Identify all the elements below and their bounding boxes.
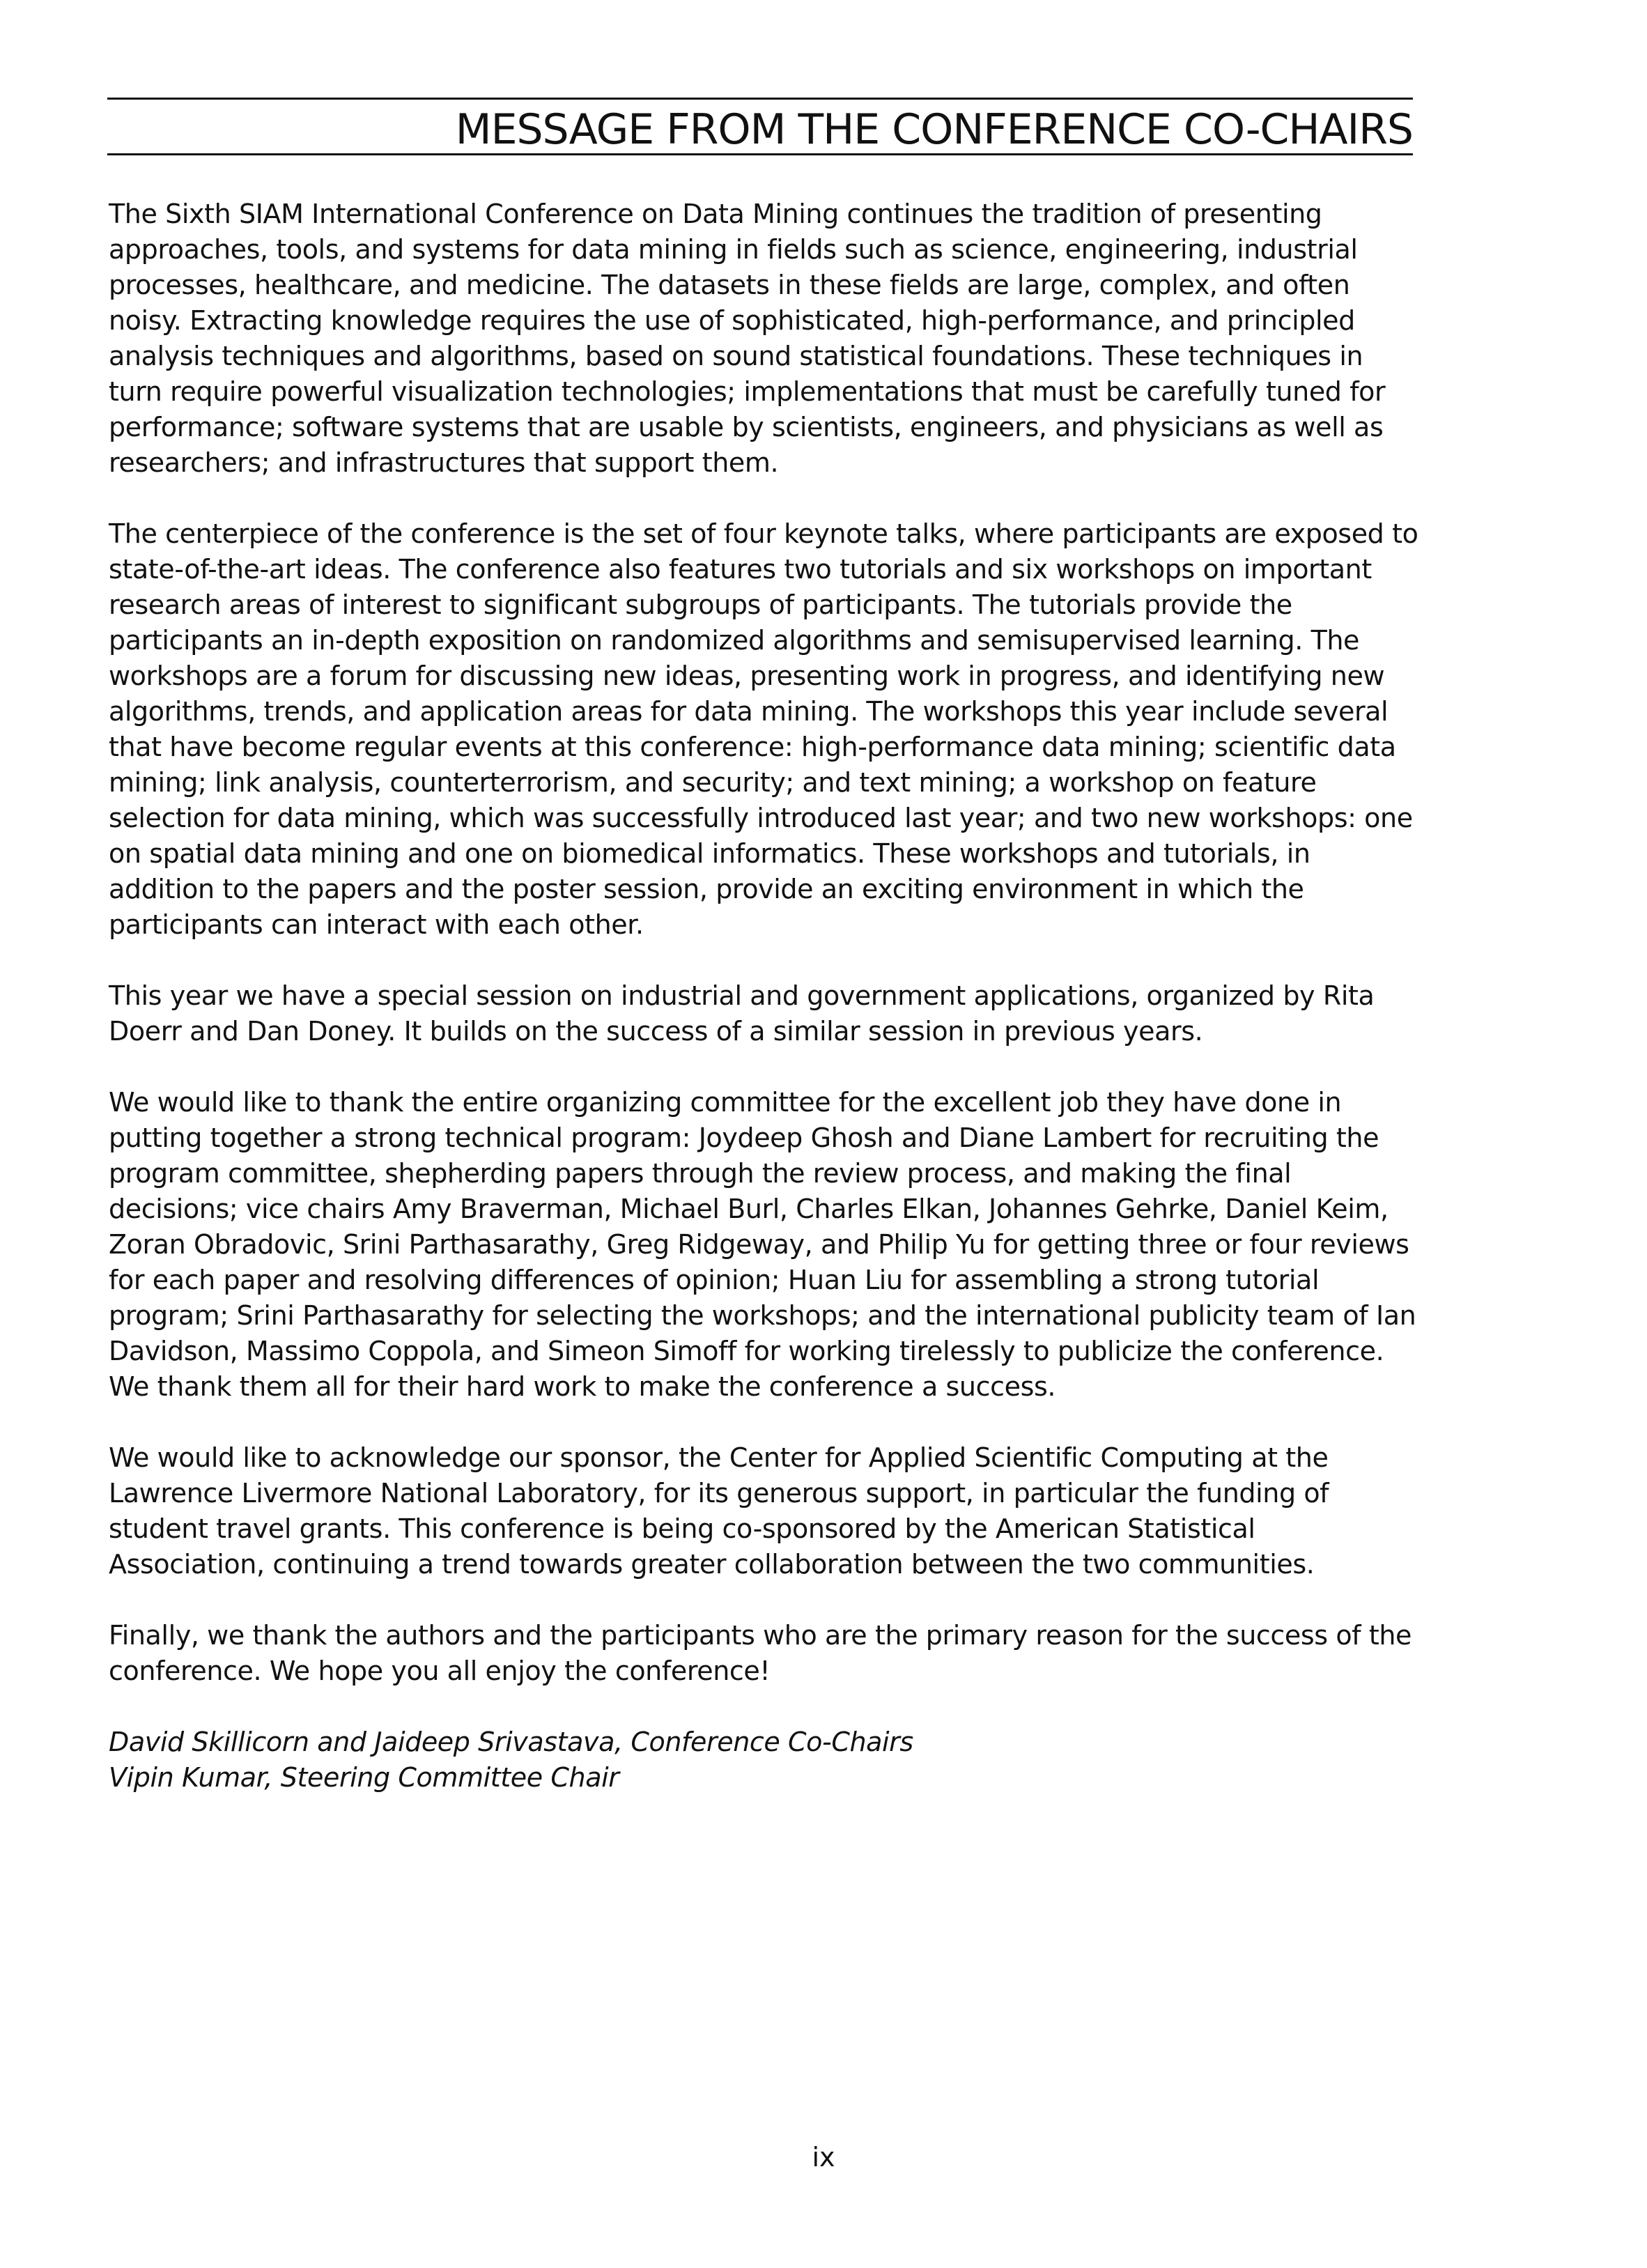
- header-rule-bottom: [107, 153, 1413, 155]
- paragraph-acknowledgements-committee: We would like to thank the entire organizing committee for the excellent job they have done in putting together a strong technical program: Joydeep Ghosh and Diane Lambert for recruiting the program committee, shepherding papers through the review process, and making the final decisions; vice chairs Amy Braverman, Michael Burl, Charles Elkan, Johannes Gehrke, Daniel Keim, Zoran Obradovic, Srini Parthasarathy, Greg Ridgeway, and Philip Yu for getting three or four reviews for each paper and resolving differences of opinion; Huan Liu for assembling a strong tutorial program; Srini Parthasarathy for selecting the workshops; and the international publicity team of Ian Davidson, Massimo Coppola, and Simeon Simoff for working tirelessly to publicize the conference. We thank them all for their hard work to make the conference a success.: [109, 1087, 1416, 1402]
- signature-co-chairs: David Skillicorn and Jaideep Srivastava, Conference Co-Chairs: [109, 1727, 913, 1757]
- message-body: [109, 196, 1418, 1796]
- signature-steering-chair: Vipin Kumar, Steering Committee Chair: [109, 1762, 619, 1793]
- header-rule-top: [107, 98, 1413, 100]
- paragraph-keynotes-workshops: The centerpiece of the conference is the set of four keynote talks, where participants are exposed to state-of-the-art ideas. The conference also features two tutorials and six workshops on important research areas of interest to significant subgroups of participants. The tutorials provide the participants an in-depth exposition on randomized algorithms and semisupervised learning. The workshops are a forum for discussing new ideas, presenting work in progress, and identifying new algorithms, trends, and application areas for data mining. The workshops this year include several that have become regular events at this conference: high-performance data mining; scientific data mining; link analysis, counterterrorism, and security; and text mining; a workshop on feature selection for data mining, which was successfully introduced last year; and two new workshops: one on spatial data mining and one on biomedical informatics. These workshops and tutorials, in addition to the papers and the poster session, provide an exciting environment in which the participants can interact with each other.: [109, 518, 1418, 940]
- paragraph-intro: The Sixth SIAM International Conference on Data Mining continues the tradition of presenting approaches, tools, and systems for data mining in fields such as science, engineering, industrial processes, healthcare, and medicine. The datasets in these fields are large, complex, and often noisy. Extracting knowledge requires the use of sophisticated, high-performance, and principled analysis techniques and algorithms, based on sound statistical foundations. These techniques in turn require powerful visualization technologies; implementations that must be carefully tuned for performance; software systems that are usable by scientists, engineers, and physicians as well as researchers; and infrastructures that support them.: [109, 199, 1386, 478]
- page-title: MESSAGE FROM THE CONFERENCE CO-CHAIRS: [455, 105, 1413, 154]
- page-number: ix: [812, 2142, 835, 2173]
- paragraph-closing: Finally, we thank the authors and the participants who are the primary reason for the success of the conference. We hope you all enjoy the conference!: [109, 1620, 1412, 1686]
- paragraph-special-session: This year we have a special session on industrial and government applications, organized by Rita Doerr and Dan Doney. It builds on the success of a similar session in previous years.: [109, 980, 1375, 1047]
- paragraph-sponsor: We would like to acknowledge our sponsor, the Center for Applied Scientific Computing at the Lawrence Livermore National Laboratory, for its generous support, in particular the funding of student travel grants. This conference is being co-sponsored by the American Statistical Association, continuing a trend towards greater collaboration between the two communities.: [109, 1442, 1329, 1580]
